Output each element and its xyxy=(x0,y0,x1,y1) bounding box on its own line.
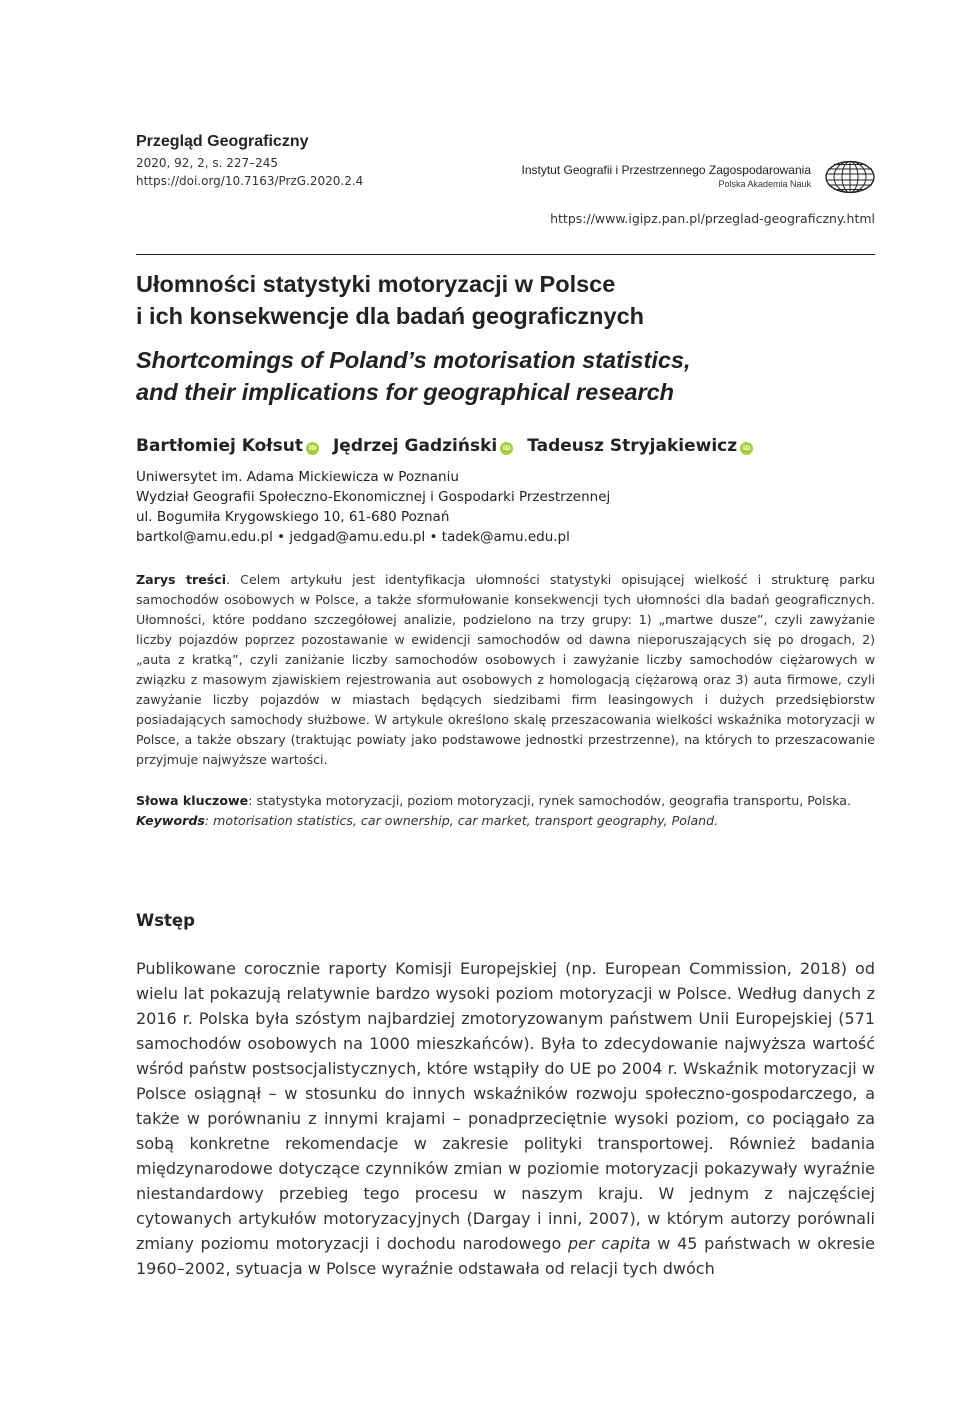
abstract-label: Zarys treści xyxy=(136,572,227,587)
orcid-icon[interactable]: iD xyxy=(500,442,513,455)
keywords-english-text: : motorisation statistics, car ownership, car market, transport geography, Poland. xyxy=(204,813,719,828)
keywords-polish-label: Słowa kluczowe xyxy=(136,793,249,808)
orcid-icon[interactable]: iD xyxy=(740,442,753,455)
affiliation-address: ul. Bogumiła Krygowskiego 10, 61-680 Poznań xyxy=(136,509,450,525)
title-english-line: Shortcomings of Poland’s motorisation statistics, xyxy=(136,347,691,373)
institute-subtitle: Polska Akademia Nauk xyxy=(718,179,811,189)
affiliation-emails[interactable]: bartkol@amu.edu.pl • jedgad@amu.edu.pl • tadek@amu.edu.pl xyxy=(136,529,570,545)
affiliation-faculty: Wydział Geografii Społeczno-Ekonomicznej i Gospodarki Przestrzennej xyxy=(136,489,611,505)
title-polish xyxy=(136,268,876,332)
orcid-icon[interactable]: iD xyxy=(306,442,319,455)
affiliation-university: Uniwersytet im. Adama Mickiewicza w Poznaniu xyxy=(136,469,459,485)
author-name: Bartłomiej Kołsut xyxy=(136,436,303,456)
journal-citation: 2020, 92, 2, s. 227–245 xyxy=(136,156,279,170)
journal-doi[interactable]: https://doi.org/10.7163/PrzG.2020.2.4 xyxy=(136,174,364,188)
section-heading: Wstęp xyxy=(136,911,195,930)
body-text-part: w 45 państwach w okresie 1960–2002, sytuacja w Polsce wyraźnie odstawała od relacji tych dwóch xyxy=(136,1234,875,1278)
abstract xyxy=(136,570,875,770)
title-polish-line: Ułomności statystyki motoryzacji w Polsce xyxy=(136,271,616,297)
keywords-block xyxy=(136,791,876,831)
journal-name: Przegląd Geograficzny xyxy=(136,133,309,150)
body-paragraph xyxy=(136,956,875,1281)
author-name: Tadeusz Stryjakiewicz xyxy=(527,436,738,456)
keywords-english xyxy=(136,811,876,831)
keywords-polish xyxy=(136,791,876,811)
keywords-english-label: Keywords xyxy=(136,813,205,828)
body-text-italic: per capita xyxy=(568,1234,651,1253)
affiliation-block xyxy=(136,467,876,547)
journal-url[interactable]: https://www.igipz.pan.pl/przeglad-geograficzny.html xyxy=(550,211,875,226)
author-list xyxy=(136,436,876,456)
institute-globe-logo xyxy=(824,160,876,194)
header-divider xyxy=(136,254,875,255)
institute-name: Instytut Geografii i Przestrzennego Zagospodarowania xyxy=(521,163,811,177)
author-name: Jędrzej Gadziński xyxy=(332,436,498,456)
title-english-line: and their implications for geographical research xyxy=(136,379,675,405)
body-text-part: Publikowane corocznie raporty Komisji Europejskiej (np. European Commission, 2018) od wielu lat pokazują relatywnie bardzo wysoki poziom motoryzacji w Polsce. Według danych z 2016 r. Polska była szóstym najbardziej zmotoryzowanym państwem Unii Europejskiej (571 samochodów osobowych na 1000 mieszkańców). Była to zdecydowanie najwyższa wartość wśród państw postsocjalistycznych, które wstąpiły do UE po 2004 r. Wskaźnik motoryzacji w Polsce osiągnął – w stosunku do innych wskaźników rozwoju społeczno-gospodarczego, a także w porównaniu z innymi krajami – ponadprzeciętnie wysoki poziom, co pociągało za sobą konkretne rekomendacje w zakresie polityki transportowej. Również badania międzynarodowe dotyczące czynników zmian w poziomie motoryzacji pokazywały wyraźnie niestandardowy przebieg tego procesu w naszym kraju. W jednym z najczęściej cytowanych artykułów motoryzacyjnych (Dargay i inni, 2007), w którym autorzy porównali zmiany poziomu motoryzacji i dochodu narodowego xyxy=(136,959,875,1253)
title-english xyxy=(136,344,876,408)
keywords-polish-text: : statystyka motoryzacji, poziom motoryzacji, rynek samochodów, geografia transportu, Polska. xyxy=(248,793,851,808)
abstract-text: . Celem artykułu jest identyfikacja ułomności statystyki opisującej wielkość i strukturę parku samochodów osobowych w Polsce, a także sformułowanie konsekwencji tych ułomności dla badań geograficznych. Ułomności, które poddano szczegółowej analizie, podzielono na trzy grupy: 1) „martwe dusze”, czyli zawyżanie liczby pojazdów poprzez pozostawanie w ewidencji samochodów od dawna nieporuszających się po drogach, 2) „auta z kratką”, czyli zaniżanie liczby samochodów osobowych i zawyżanie liczby samochodów ciężarowych w związku z masowym zjawiskiem rejestrowania aut osobowych z homologacją ciężarową oraz 3) auta firmowe, czyli zawyżanie liczby pojazdów w miastach będących siedzibami firm leasingowych i dużych przedsiębiorstw posiadających samochody służbowe. W artykule określono skalę przeszacowania wielkości wskaźnika motoryzacji w Polsce, a także obszary (traktując powiaty jako podstawowe jednostki przestrzenne), na których to przeszacowanie przyjmuje najwyższe wartości. xyxy=(136,572,875,767)
title-polish-line: i ich konsekwencje dla badań geograficznych xyxy=(136,303,645,329)
